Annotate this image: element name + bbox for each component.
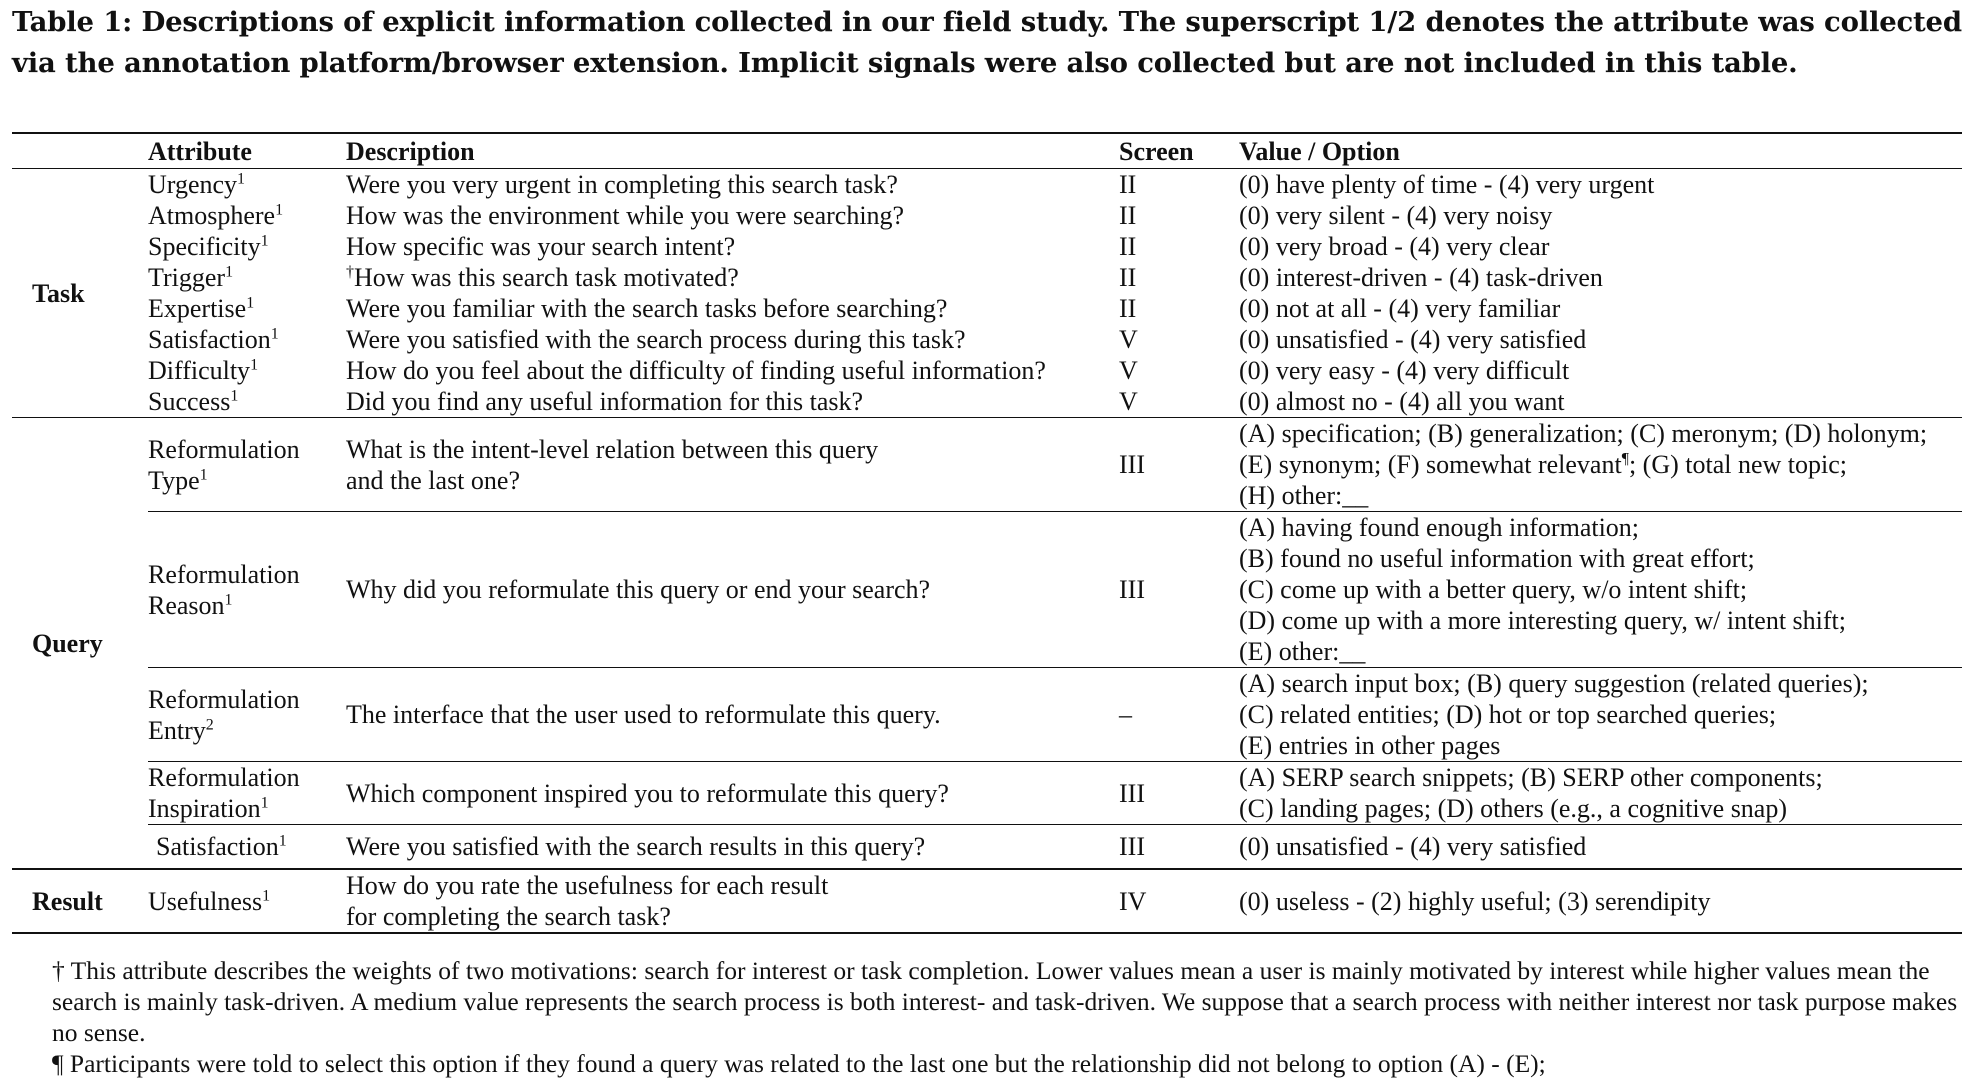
attribute-screen: III xyxy=(1119,418,1239,512)
attribute-screen: IV xyxy=(1119,869,1239,933)
attribute-name-line2: Type xyxy=(148,465,200,495)
value-option: (E) entries in other pages xyxy=(1239,731,1501,760)
attribute-screen: II xyxy=(1119,170,1137,199)
table-row xyxy=(12,386,1962,418)
value-option: (A) specification; (B) generalization; (C) meronym; (D) holonym; xyxy=(1239,419,1928,448)
table-row xyxy=(12,512,1962,668)
table-row xyxy=(12,262,1962,293)
attribute-superscript: 1 xyxy=(225,263,234,281)
attribute-screen: – xyxy=(1119,668,1239,762)
attribute-screen: II xyxy=(1119,201,1137,230)
attribute-description: The interface that the user used to reformulate this query. xyxy=(346,668,1119,762)
attribute-name: Specificity xyxy=(148,232,261,261)
attribute-name: Reformulation xyxy=(148,763,300,792)
attribute-name: Usefulness xyxy=(148,886,263,916)
attribute-superscript: 1 xyxy=(278,832,287,850)
attribute-value: (0) very silent - (4) very noisy xyxy=(1239,201,1553,230)
attribute-screen: III xyxy=(1119,825,1239,870)
attribute-value: (0) not at all - (4) very familiar xyxy=(1239,294,1561,323)
attribute-superscript: 1 xyxy=(262,886,271,904)
attribute-description: Were you satisfied with the search results in this query? xyxy=(346,825,1119,870)
value-option: (A) having found enough information; xyxy=(1239,513,1640,542)
attribute-value: (0) have plenty of time - (4) very urgent xyxy=(1239,170,1655,199)
value-option: ; (G) total new topic; xyxy=(1628,450,1847,479)
attribute-screen: II xyxy=(1119,294,1137,323)
value-option: (E) synonym; (F) somewhat relevant xyxy=(1239,450,1622,479)
value-option: (A) search input box; (B) query suggestion (related queries); xyxy=(1239,669,1869,698)
attribute-description: What is the intent-level relation between this query xyxy=(346,434,879,464)
attribute-value: (0) very broad - (4) very clear xyxy=(1239,232,1550,261)
attribute-superscript: 1 xyxy=(260,232,269,250)
table-row xyxy=(12,293,1962,324)
attribute-description: How specific was your search intent? xyxy=(346,232,736,261)
attribute-name: Reformulation xyxy=(148,434,300,464)
attribute-screen: II xyxy=(1119,232,1137,261)
header-attribute: Attribute xyxy=(148,133,346,169)
table-notes xyxy=(52,955,1962,1079)
pilcrow-mark: ¶ xyxy=(1621,450,1629,468)
attribute-superscript: 1 xyxy=(260,794,269,812)
attribute-screen: V xyxy=(1119,356,1138,385)
table-row xyxy=(12,869,1962,933)
table-row xyxy=(12,200,1962,231)
table-row xyxy=(12,324,1962,355)
attribute-screen: V xyxy=(1119,325,1138,354)
dagger-mark: † xyxy=(346,263,354,281)
header-value: Value / Option xyxy=(1239,133,1962,169)
attribute-name: Satisfaction xyxy=(156,832,279,861)
table-row xyxy=(12,668,1962,762)
attribute-superscript: 1 xyxy=(224,590,233,608)
table-row xyxy=(12,169,1962,201)
value-option: (E) other:__ xyxy=(1239,637,1366,666)
attribute-name: Success xyxy=(148,387,231,416)
attribute-name-line2: Inspiration xyxy=(148,794,261,823)
attribute-superscript: 1 xyxy=(246,294,255,312)
attribute-value: (0) interest-driven - (4) task-driven xyxy=(1239,263,1603,292)
pilcrow-footnote: ¶ Participants were told to select this option if they found a query was related to the last one but the relationship did not belong to option (A) - (E); xyxy=(52,1049,1546,1078)
attribute-name: Reformulation xyxy=(148,559,300,589)
attribute-name: Trigger xyxy=(148,263,226,292)
table-row xyxy=(12,231,1962,262)
header-description: Description xyxy=(346,133,1119,169)
value-option: (H) other:__ xyxy=(1239,481,1369,510)
dagger-footnote: † This attribute describes the weights of two motivations: search for interest or task completion. Lower values mean a user is mainly motivated by interest while higher values mean the search is mainly task-driven. A medium value represents the search process is both interest- and task-driven. We suppose that a search process with neither interest nor task purpose makes no sense. xyxy=(52,956,1958,1047)
attribute-value: (0) unsatisfied - (4) very satisfied xyxy=(1239,325,1587,354)
value-option: (D) come up with a more interesting query, w/ intent shift; xyxy=(1239,606,1847,635)
header-row xyxy=(12,133,1962,169)
attribute-description: Were you very urgent in completing this search task? xyxy=(346,170,898,199)
attribute-name: Reformulation xyxy=(148,684,300,714)
table-row xyxy=(12,825,1962,870)
attribute-description: How do you rate the usefulness for each result xyxy=(346,871,829,900)
attribute-description: How was the environment while you were searching? xyxy=(346,201,905,230)
attribute-superscript: 1 xyxy=(199,465,208,483)
table-caption: Table 1: Descriptions of explicit information collected in our field study. The superscript 1/2 denotes the attribute was collected via the annotation platform/browser extension. Implicit signals were also collected but are not included in this table. xyxy=(12,6,1962,79)
attribute-name: Expertise xyxy=(148,294,247,323)
attribute-description: Were you satisfied with the search process during this task? xyxy=(346,325,966,354)
attribute-value: (0) unsatisfied - (4) very satisfied xyxy=(1239,825,1962,870)
header-screen: Screen xyxy=(1119,133,1239,169)
task-group xyxy=(12,169,1962,418)
value-option: (B) found no useful information with great effort; xyxy=(1239,544,1755,573)
table-row xyxy=(12,762,1962,825)
attribute-name: Difficulty xyxy=(148,356,251,385)
group-label-task: Task xyxy=(32,278,85,308)
attribute-value: (0) almost no - (4) all you want xyxy=(1239,387,1565,416)
value-option: (C) related entities; (D) hot or top searched queries; xyxy=(1239,700,1777,729)
attribute-description: Which component inspired you to reformulate this query? xyxy=(346,762,1119,825)
attribute-superscript: 1 xyxy=(270,325,279,343)
attribute-screen: II xyxy=(1119,263,1137,292)
attributes-table xyxy=(12,132,1962,934)
attribute-value: (0) useless - (2) highly useful; (3) serendipity xyxy=(1239,869,1962,933)
table-row xyxy=(12,418,1962,512)
attribute-superscript: 1 xyxy=(230,387,239,405)
attribute-superscript: 1 xyxy=(275,201,284,219)
table-row xyxy=(12,355,1962,386)
value-option: (C) landing pages; (D) others (e.g., a cognitive snap) xyxy=(1239,794,1788,823)
value-option: (C) come up with a better query, w/o intent shift; xyxy=(1239,575,1748,604)
attribute-superscript: 2 xyxy=(205,715,214,733)
attribute-name-line2: Reason xyxy=(148,590,225,620)
attribute-screen: V xyxy=(1119,387,1138,416)
attribute-name: Atmosphere xyxy=(148,201,276,230)
attribute-superscript: 1 xyxy=(250,356,259,374)
attribute-description-line2: and the last one? xyxy=(346,465,520,495)
attribute-description: Were you familiar with the search tasks before searching? xyxy=(346,294,948,323)
attribute-description: Did you find any useful information for this task? xyxy=(346,387,864,416)
attribute-screen: III xyxy=(1119,512,1239,668)
group-label-query: Query xyxy=(12,418,148,870)
attribute-description: †How was this search task motivated? xyxy=(346,263,739,292)
attribute-description-line2: for completing the search task? xyxy=(346,902,671,931)
attribute-name: Satisfaction xyxy=(148,325,271,354)
attribute-description: How do you feel about the difficulty of finding useful information? xyxy=(346,356,1046,385)
attribute-superscript: 1 xyxy=(237,170,246,188)
attribute-name: Urgency xyxy=(148,170,238,199)
value-option: (A) SERP search snippets; (B) SERP other components; xyxy=(1239,763,1823,792)
attribute-screen: III xyxy=(1119,762,1239,825)
attribute-value: (0) very easy - (4) very difficult xyxy=(1239,356,1570,385)
result-group xyxy=(12,869,1962,933)
query-group xyxy=(12,418,1962,870)
attribute-name-line2: Entry xyxy=(148,715,206,745)
group-label-result: Result xyxy=(12,869,148,933)
attribute-description: Why did you reformulate this query or end your search? xyxy=(346,512,1119,668)
